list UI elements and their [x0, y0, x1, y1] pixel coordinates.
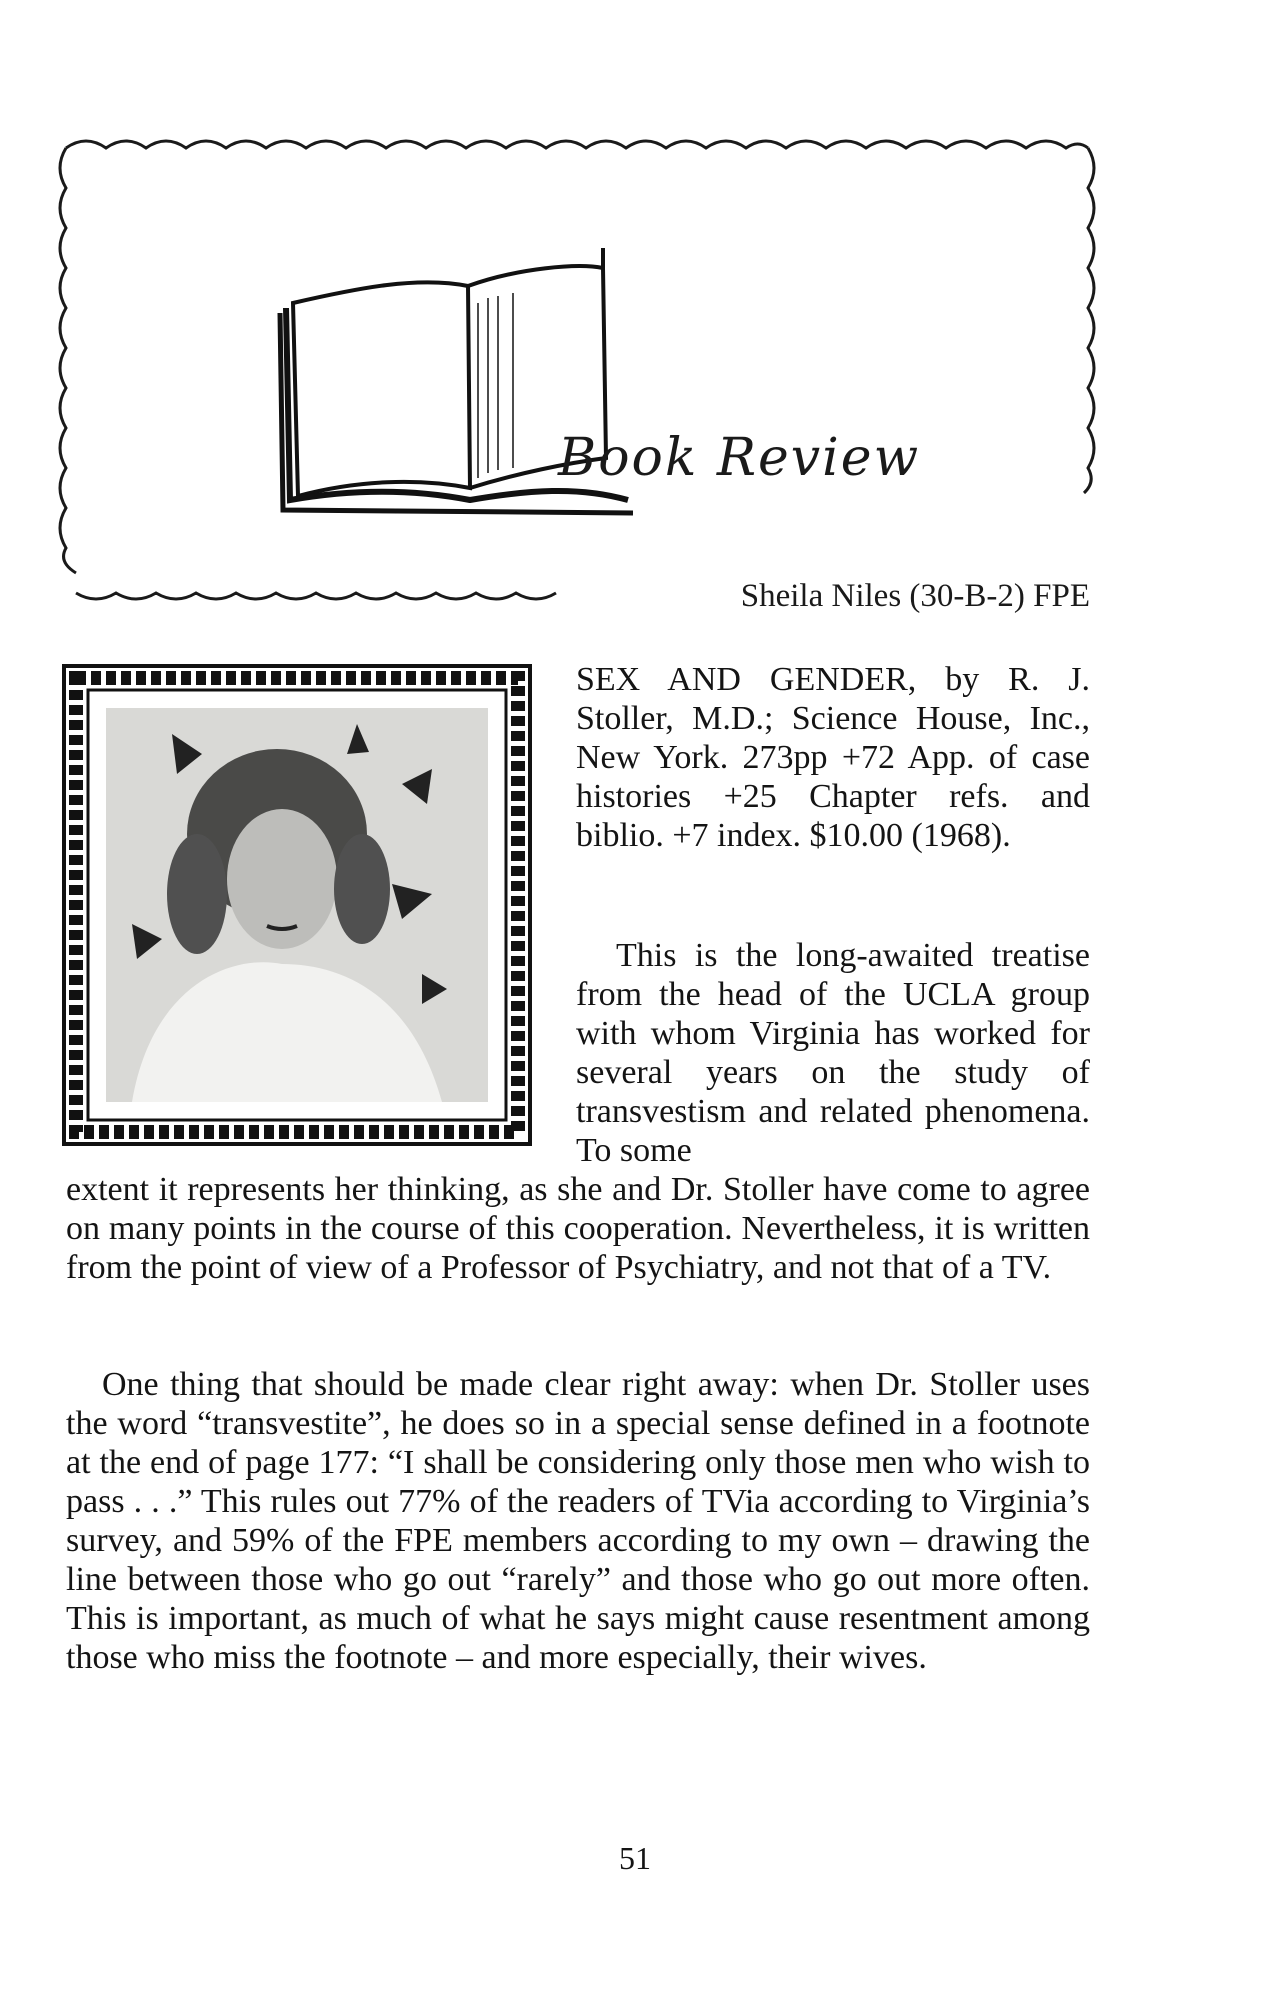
portrait-photo [62, 664, 532, 1146]
page-number: 51 [619, 1840, 651, 1876]
book-citation: SEX AND GENDER, by R. J. Stoller, M.D.; Science House, Inc., New York. 273pp +72 App. of case histories +25 Chapter refs. and biblio. +7 index. $10.00 (1968). [576, 661, 1090, 854]
header-title: Book Review [558, 428, 921, 488]
book-review-header [58, 128, 1098, 618]
author-photo-frame [62, 664, 532, 1146]
author-byline: Sheila Niles (30-B-2) FPE [740, 578, 1090, 614]
paragraph-1-wrapped: This is the long-awaited treatise from the head of the UCLA group with whom Virginia has worked for several years on the study of transvestism and related phenomena. To some [576, 937, 1090, 1169]
ornamental-border [58, 128, 1098, 618]
paragraph-1-continued: extent it represents her thinking, as she and Dr. Stoller have come to agree on many points in the course of this cooperation. Nevertheless, it is written from the point of view of a Professor of Psychiatry, and not that of a TV. [66, 1171, 1090, 1286]
paragraph-2: One thing that should be made clear right away: when Dr. Stoller uses the word “transvestite”, he does so in a special sense defined in a footnote at the end of page 177: “I shall be considering only those men who wish to pass . . .” This rules out 77% of the readers of TVia according to Virginia’s survey, and 59% of the FPE members according to my own – drawing the line between those who go out “rarely” and those who go out more often. This is important, as much of what he says might cause resentment among those who miss the footnote – and more especially, their wives. [66, 1366, 1090, 1676]
